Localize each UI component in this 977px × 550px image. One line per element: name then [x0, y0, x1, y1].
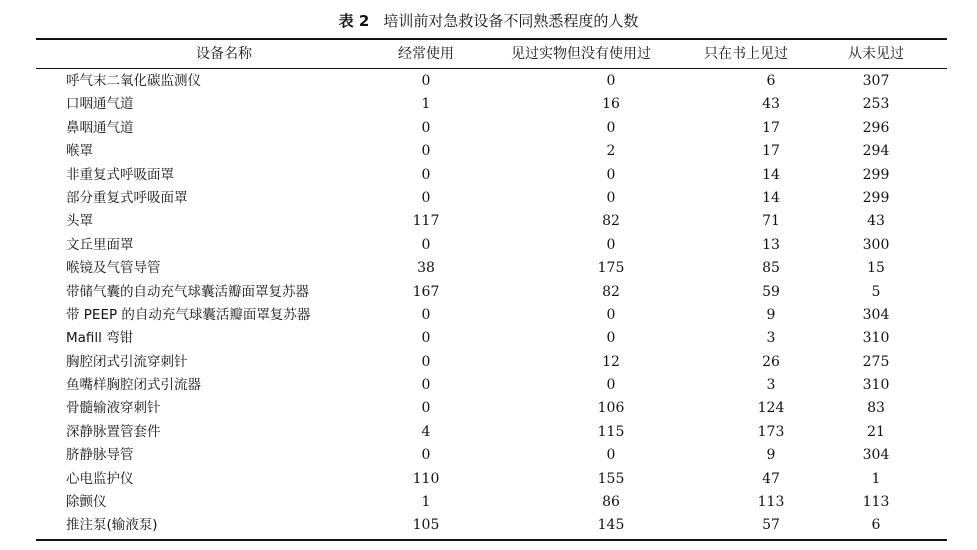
never-seen-cell: 299 [862, 166, 890, 183]
seen-not-used-cell: 175 [597, 260, 625, 277]
never-seen-cell: 15 [867, 260, 885, 277]
only-in-books-cell: 43 [762, 96, 780, 113]
only-in-books-cell: 6 [766, 73, 776, 89]
only-in-books-cell: 124 [757, 400, 785, 417]
header-rule [36, 68, 947, 69]
only-in-books-cell: 85 [762, 260, 780, 277]
often-used-cell: 0 [421, 143, 431, 160]
never-seen-cell: 310 [862, 377, 890, 394]
table-caption [0, 11, 977, 31]
only-in-books-cell: 13 [762, 236, 780, 253]
equipment-name-cell: Mafill 弯钳 [66, 330, 134, 347]
table-row [36, 491, 947, 514]
equipment-name-cell: 心电监护仪 [66, 470, 134, 487]
table-row [36, 210, 947, 233]
only-in-books-cell: 57 [762, 517, 780, 534]
only-in-books-cell: 9 [766, 306, 776, 323]
never-seen-cell: 6 [871, 517, 881, 534]
seen-not-used-cell: 16 [602, 96, 620, 113]
seen-not-used-cell: 145 [597, 517, 625, 534]
seen-not-used-cell: 86 [602, 494, 620, 511]
table-row [36, 281, 947, 304]
never-seen-cell: 43 [867, 213, 885, 230]
often-used-cell: 105 [412, 517, 440, 534]
header-seen-not-used: 见过实物但没有使用过 [511, 46, 651, 62]
table-title: 培训前对急救设备不同熟悉程度的人数 [383, 12, 639, 30]
seen-not-used-cell: 82 [602, 283, 620, 300]
only-in-books-cell: 3 [766, 330, 776, 347]
never-seen-cell: 310 [862, 330, 890, 347]
table-body [36, 70, 947, 538]
equipment-name-cell: 喉镜及气管导管 [66, 260, 161, 277]
seen-not-used-cell: 0 [606, 73, 616, 89]
table-row [36, 117, 947, 140]
equipment-name-cell: 深静脉置管套件 [66, 423, 161, 440]
often-used-cell: 0 [421, 330, 431, 347]
seen-not-used-cell: 0 [606, 306, 616, 323]
equipment-name-cell: 骨髓输液穿刺针 [66, 400, 161, 417]
table-row [36, 93, 947, 116]
seen-not-used-cell: 0 [606, 236, 616, 253]
seen-not-used-cell: 0 [606, 330, 616, 347]
often-used-cell: 0 [421, 166, 431, 183]
table-row [36, 421, 947, 444]
often-used-cell: 110 [412, 470, 440, 487]
seen-not-used-cell: 0 [606, 166, 616, 183]
equipment-name-cell: 部分重复式呼吸面罩 [66, 189, 188, 206]
only-in-books-cell: 14 [762, 189, 780, 206]
table-row [36, 70, 947, 93]
never-seen-cell: 307 [862, 73, 890, 89]
table-row [36, 468, 947, 491]
table-row [36, 327, 947, 350]
often-used-cell: 0 [421, 119, 431, 136]
often-used-cell: 0 [421, 73, 431, 89]
only-in-books-cell: 9 [766, 447, 776, 464]
only-in-books-cell: 17 [762, 143, 780, 160]
often-used-cell: 0 [421, 377, 431, 394]
only-in-books-cell: 17 [762, 119, 780, 136]
often-used-cell: 117 [412, 213, 440, 230]
equipment-name-cell: 口咽通气道 [66, 96, 134, 113]
never-seen-cell: 83 [867, 400, 885, 417]
equipment-name-cell: 喉罩 [66, 143, 93, 160]
only-in-books-cell: 14 [762, 166, 780, 183]
table-row [36, 140, 947, 163]
equipment-name-cell: 脐静脉导管 [66, 447, 134, 464]
often-used-cell: 1 [421, 494, 431, 511]
only-in-books-cell: 26 [762, 353, 780, 370]
equipment-name-cell: 文丘里面罩 [66, 236, 134, 253]
often-used-cell: 0 [421, 353, 431, 370]
often-used-cell: 1 [421, 96, 431, 113]
seen-not-used-cell: 0 [606, 189, 616, 206]
only-in-books-cell: 59 [762, 283, 780, 300]
equipment-name-cell: 鼻咽通气道 [66, 119, 134, 136]
never-seen-cell: 304 [862, 447, 890, 464]
often-used-cell: 167 [412, 283, 440, 300]
equipment-name-cell: 呼气末二氧化碳监测仪 [66, 73, 201, 89]
equipment-name-cell: 带储气囊的自动充气球囊活瓣面罩复苏器 [66, 283, 309, 300]
top-rule [36, 38, 947, 40]
seen-not-used-cell: 0 [606, 377, 616, 394]
seen-not-used-cell: 0 [606, 119, 616, 136]
equipment-name-cell: 鱼嘴样胸腔闭式引流器 [66, 377, 201, 394]
never-seen-cell: 300 [862, 236, 890, 253]
equipment-name-cell: 推注泵(输液泵) [66, 517, 158, 534]
only-in-books-cell: 113 [757, 494, 785, 511]
never-seen-cell: 5 [871, 283, 881, 300]
never-seen-cell: 275 [862, 353, 890, 370]
table-row [36, 444, 947, 467]
table-number: 表 2 [338, 12, 370, 30]
never-seen-cell: 113 [862, 494, 890, 511]
often-used-cell: 0 [421, 400, 431, 417]
seen-not-used-cell: 0 [606, 447, 616, 464]
table-row [36, 397, 947, 420]
table-row [36, 304, 947, 327]
table-row [36, 351, 947, 374]
never-seen-cell: 21 [867, 423, 885, 440]
often-used-cell: 0 [421, 189, 431, 206]
never-seen-cell: 299 [862, 189, 890, 206]
table-row [36, 164, 947, 187]
table-row [36, 374, 947, 397]
equipment-name-cell: 带 PEEP 的自动充气球囊活瓣面罩复苏器 [66, 306, 311, 323]
header-equipment-name: 设备名称 [196, 46, 252, 62]
table-row [36, 514, 947, 537]
never-seen-cell: 296 [862, 119, 890, 136]
often-used-cell: 0 [421, 447, 431, 464]
equipment-name-cell: 胸腔闭式引流穿刺针 [66, 353, 188, 370]
table-row [36, 257, 947, 280]
only-in-books-cell: 71 [762, 213, 780, 230]
seen-not-used-cell: 82 [602, 213, 620, 230]
never-seen-cell: 304 [862, 306, 890, 323]
only-in-books-cell: 47 [762, 470, 780, 487]
seen-not-used-cell: 12 [602, 353, 620, 370]
equipment-name-cell: 除颤仪 [66, 494, 107, 511]
equipment-name-cell: 头罩 [66, 213, 93, 230]
often-used-cell: 0 [421, 236, 431, 253]
often-used-cell: 4 [421, 423, 431, 440]
header-often-used: 经常使用 [398, 46, 454, 62]
never-seen-cell: 294 [862, 143, 890, 160]
often-used-cell: 38 [417, 260, 435, 277]
never-seen-cell: 1 [871, 470, 881, 487]
bottom-rule [36, 539, 947, 541]
header-only-in-books: 只在书上见过 [704, 46, 788, 62]
seen-not-used-cell: 106 [597, 400, 625, 417]
table-row [36, 234, 947, 257]
only-in-books-cell: 173 [757, 423, 785, 440]
never-seen-cell: 253 [862, 96, 890, 113]
often-used-cell: 0 [421, 306, 431, 323]
table-row [36, 187, 947, 210]
only-in-books-cell: 3 [766, 377, 776, 394]
equipment-name-cell: 非重复式呼吸面罩 [66, 166, 174, 183]
header-never-seen: 从未见过 [848, 46, 904, 62]
seen-not-used-cell: 2 [606, 143, 616, 160]
seen-not-used-cell: 115 [597, 423, 625, 440]
seen-not-used-cell: 155 [597, 470, 625, 487]
